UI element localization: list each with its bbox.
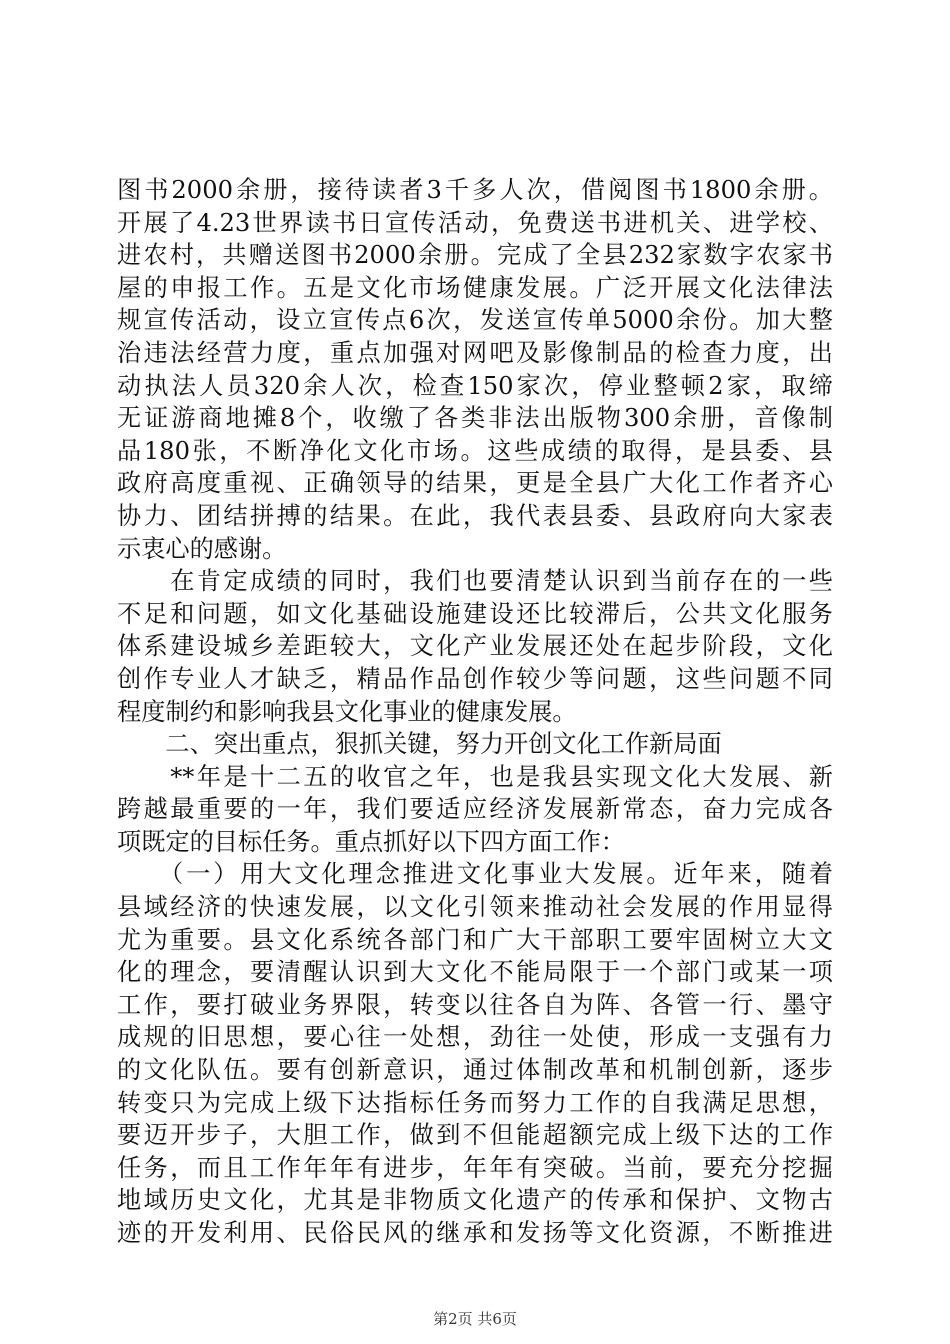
text-line: **年是十二五的收官之年，也是我县实现文化大发展、新 — [117, 762, 833, 791]
text-line: 在肯定成绩的同时，我们也要清楚认识到当前存在的一些 — [117, 567, 833, 596]
text-line: 的文化队伍。要有创新意识，通过体制改革和机制创新，逐步 — [117, 1056, 833, 1085]
text-line: 尤为重要。县文化系统各部门和广大干部职工要牢固树立大文 — [117, 925, 833, 954]
text-line: 屋的申报工作。五是文化市场健康发展。广泛开展文化法律法 — [117, 273, 833, 302]
text-line: 开展了4.23世界读书日宣传活动，免费送书进机关、进学校、 — [117, 208, 833, 237]
text-line: 成规的旧思想，要心往一处想，劲往一处使，形成一支强有力 — [117, 1023, 833, 1052]
page-number: 第2页 共6页 — [433, 1310, 517, 1328]
document-body — [117, 174, 833, 1250]
text-line: 规宣传活动，设立宣传点6次，发送宣传单5000余份。加大整 — [117, 306, 833, 335]
text-line: 协力、团结拼搏的结果。在此，我代表县委、县政府向大家表 — [117, 501, 833, 530]
page-footer — [0, 1308, 950, 1329]
text-line: （一）用大文化理念推进文化事业大发展。近年来，随着 — [117, 860, 833, 889]
text-line: 不足和问题，如文化基础设施建设还比较滞后，公共文化服务 — [117, 599, 833, 628]
text-line: 政府高度重视、正确领导的结果，更是全县广大化工作者齐心 — [117, 469, 833, 498]
text-line: 迹的开发利用、民俗民风的继承和发扬等文化资源，不断推进 — [117, 1219, 833, 1247]
text-line: 创作专业人才缺乏，精品作品创作较少等问题，这些问题不同 — [117, 664, 833, 693]
text-line: 示衷心的感谢。 — [117, 534, 287, 563]
text-line: 动执法人员320余人次，检查150家次，停业整顿2家，取缔 — [117, 371, 833, 400]
text-line: 体系建设城乡差距较大，文化产业发展还处在起步阶段，文化 — [117, 632, 833, 661]
text-line: 要迈开步子，大胆工作，做到不但能超额完成上级下达的工作 — [117, 1121, 833, 1150]
text-line: 二、突出重点，狠抓关键，努力开创文化工作新局面 — [117, 730, 722, 759]
text-line: 工作，要打破业务界限，转变以往各自为阵、各管一行、墨守 — [117, 990, 833, 1019]
text-line: 项既定的目标任务。重点抓好以下四方面工作： — [117, 827, 625, 856]
text-line: 任务，而且工作年年有进步，年年有突破。当前，要充分挖掘 — [117, 1153, 833, 1182]
text-line: 无证游商地摊8个，收缴了各类非法出版物300余册，音像制 — [117, 404, 833, 433]
text-line: 品180张，不断净化文化市场。这些成绩的取得，是县委、县 — [117, 436, 833, 465]
text-line: 治违法经营力度，重点加强对网吧及影像制品的检查力度，出 — [117, 338, 833, 367]
text-line: 程度制约和影响我县文化事业的健康发展。 — [117, 697, 577, 726]
text-line: 跨越最重要的一年，我们要适应经济发展新常态，奋力完成各 — [117, 795, 833, 824]
text-line: 转变只为完成上级下达指标任务而努力工作的自我满足思想， — [117, 1088, 833, 1117]
text-line: 县域经济的快速发展，以文化引领来推动社会发展的作用显得 — [117, 893, 833, 922]
text-line: 图书2000余册，接待读者3千多人次，借阅图书1800余册。 — [117, 176, 833, 204]
text-line: 化的理念，要清醒认识到大文化不能局限于一个部门或某一项 — [117, 958, 833, 987]
text-line: 进农村，共赠送图书2000余册。完成了全县232家数字农家书 — [117, 241, 833, 270]
text-line: 地域历史文化，尤其是非物质文化遗产的传承和保护、文物古 — [117, 1186, 833, 1215]
